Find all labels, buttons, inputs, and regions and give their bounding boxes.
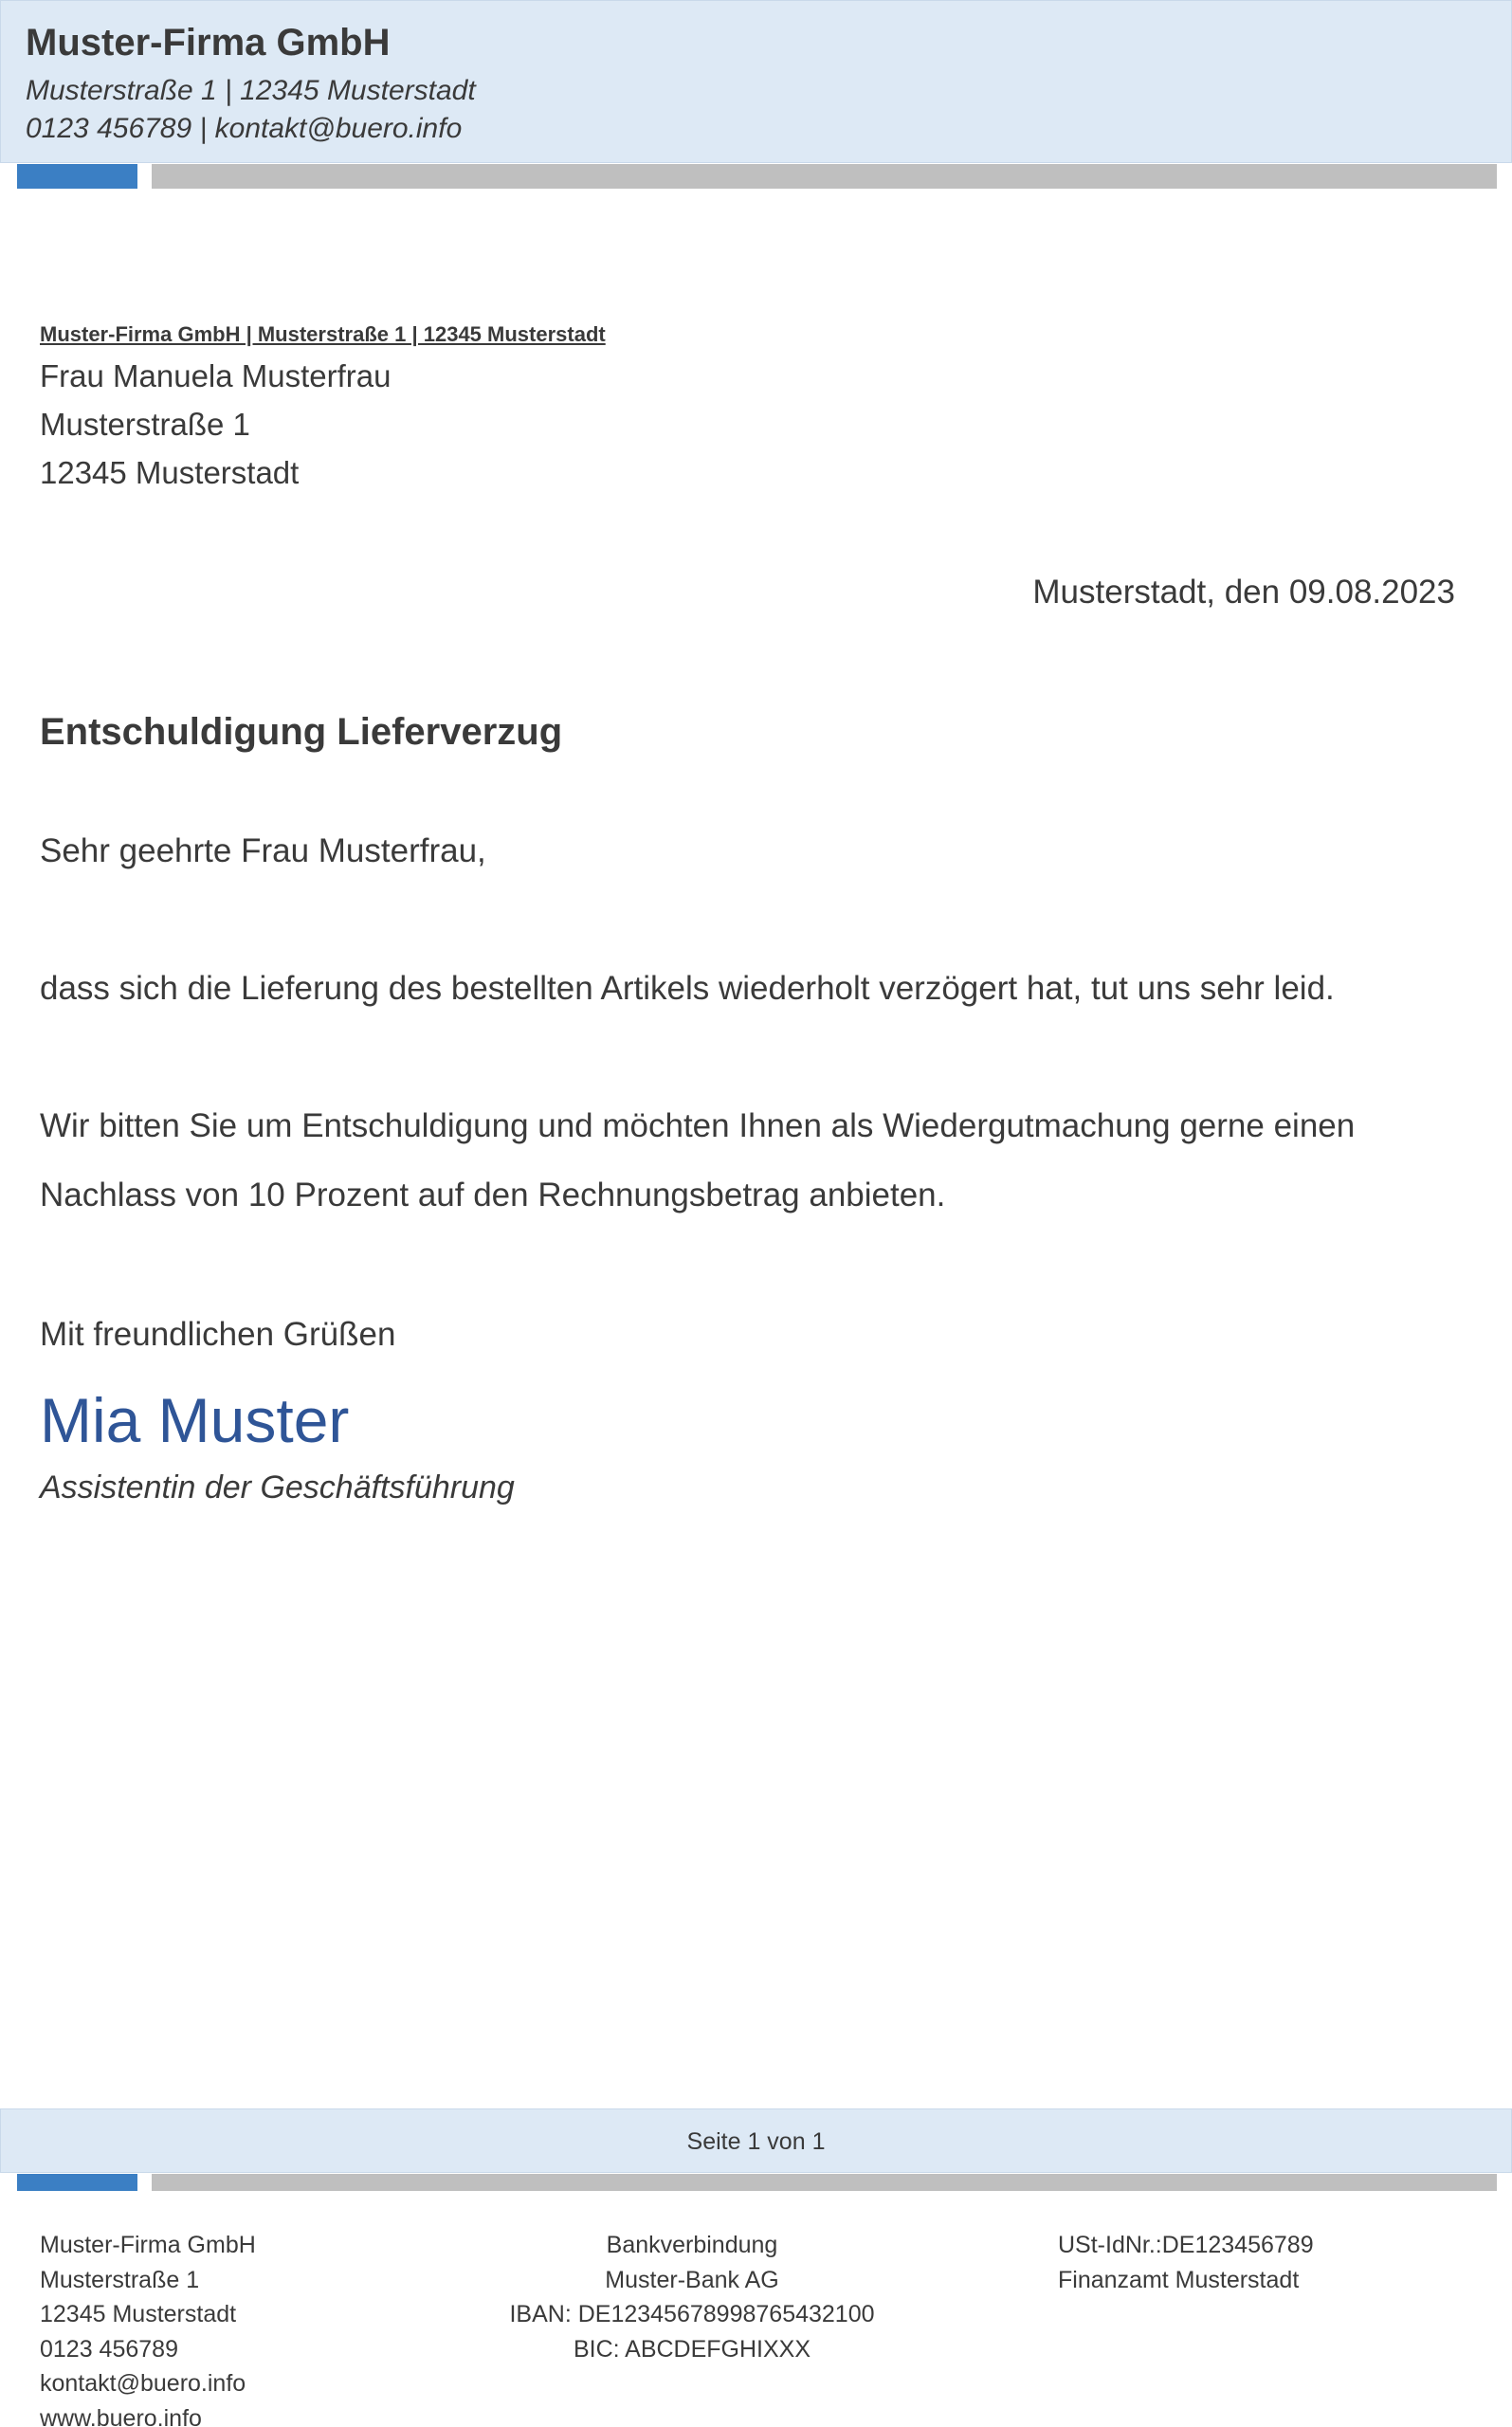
- body-paragraph-2-line-2: Nachlass von 10 Prozent auf den Rechnungsbetrag anbieten.: [40, 1177, 946, 1214]
- footer-accent-blue: [17, 2174, 137, 2191]
- company-name: Muster-Firma GmbH: [26, 22, 391, 64]
- recipient-street: Musterstraße 1: [40, 407, 250, 442]
- footer-bank-iban: IBAN: DE12345678998765432100: [509, 2301, 875, 2327]
- signature-title: Assistentin der Geschäftsführung: [40, 1469, 515, 1505]
- footer-company-phone: 0123 456789: [40, 2335, 178, 2363]
- company-address: Musterstraße 1 | 12345 Musterstadt: [26, 75, 476, 106]
- footer-company-column: [40, 2228, 256, 2427]
- recipient-name: Frau Manuela Musterfrau: [40, 358, 392, 393]
- footer-company-website: www.buero.info: [40, 2404, 202, 2427]
- header-accent-grey: [152, 164, 1497, 189]
- footer-tax-column: [1058, 2228, 1314, 2297]
- footer-bank-name: Muster-Bank AG: [605, 2266, 779, 2293]
- footer-band: [0, 2108, 1512, 2173]
- company-contact: 0123 456789 | kontakt@buero.info: [26, 113, 463, 144]
- sender-return-line: Muster-Firma GmbH | Musterstraße 1 | 12345 Musterstadt: [40, 322, 606, 346]
- salutation: Sehr geehrte Frau Musterfrau,: [40, 832, 486, 869]
- recipient-city: 12345 Musterstadt: [40, 455, 300, 490]
- footer-company-city: 12345 Musterstadt: [40, 2301, 237, 2327]
- letter-date: Musterstadt, den 09.08.2023: [1032, 574, 1455, 611]
- body-paragraph-1: dass sich die Lieferung des bestellten Artikels wiederholt verzögert hat, tut uns sehr leid.: [40, 970, 1335, 1007]
- footer-bank-bic: BIC: ABCDEFGHIXXX: [573, 2335, 811, 2363]
- page-number: Seite 1 von 1: [686, 2128, 826, 2155]
- footer-vat-id: USt-IdNr.:DE123456789: [1058, 2232, 1314, 2258]
- signature-name: Mia Muster: [40, 1385, 350, 1455]
- body-paragraph-2-line-1: Wir bitten Sie um Entschuldigung und möchten Ihnen als Wiedergutmachung gerne einen: [40, 1107, 1356, 1144]
- letter-subject: Entschuldigung Lieferverzug: [40, 711, 563, 753]
- footer-accent-grey: [152, 2174, 1497, 2191]
- header-accent-blue: [17, 164, 137, 189]
- letterhead: [0, 0, 1512, 163]
- footer-bank-heading: Bankverbindung: [606, 2232, 778, 2258]
- footer-tax-office: Finanzamt Musterstadt: [1058, 2266, 1300, 2293]
- footer-company-email: kontakt@buero.info: [40, 2370, 246, 2397]
- footer-company-street: Musterstraße 1: [40, 2266, 200, 2293]
- footer-bank-column: [446, 2228, 938, 2366]
- footer-company-name: Muster-Firma GmbH: [40, 2232, 256, 2258]
- closing: Mit freundlichen Grüßen: [40, 1316, 396, 1353]
